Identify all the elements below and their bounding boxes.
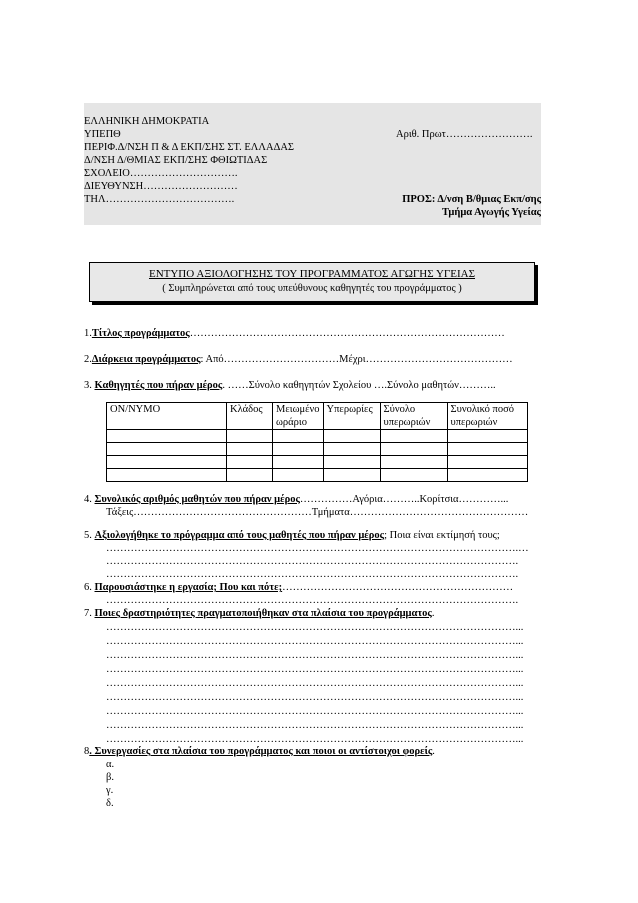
- table-cell[interactable]: [107, 443, 227, 456]
- question-6: [84, 581, 513, 594]
- form-subtitle: ( Συμπληρώνεται από τους υπεύθυνους καθηγητές του προγράμματος ): [162, 283, 462, 294]
- protocol-number: Αριθ. Πρωτ…………………….: [396, 129, 533, 140]
- q7-answer-line[interactable]: ………………………………………………………………………………………………………...: [106, 706, 524, 717]
- question-3: [84, 379, 496, 392]
- table-row: [107, 456, 528, 469]
- table-cell[interactable]: [447, 456, 527, 469]
- q7-answer-line[interactable]: ………………………………………………………………………………………………………...: [106, 650, 524, 661]
- header-block: [84, 103, 541, 225]
- table-cell[interactable]: [323, 469, 380, 482]
- table-cell[interactable]: [107, 430, 227, 443]
- teachers-table: [106, 402, 528, 482]
- header-line-directorate: Δ/ΝΣΗ Δ/ΘΜΙΑΣ ΕΚΠ/ΣΗΣ ΦΘΙΩΤΙΔΑΣ: [84, 155, 268, 166]
- col-header-name: ΟΝ/ΝΥΜΟ: [107, 403, 227, 430]
- table-cell[interactable]: [447, 443, 527, 456]
- q7-rest: .: [431, 608, 435, 619]
- table-cell[interactable]: [380, 443, 447, 456]
- q3-number: 3.: [84, 380, 95, 391]
- table-cell[interactable]: [273, 469, 324, 482]
- table-cell[interactable]: [227, 443, 273, 456]
- q6-number: 6.: [84, 582, 95, 593]
- table-cell[interactable]: [380, 430, 447, 443]
- q3-label: Καθηγητές που πήραν μέρος: [94, 380, 223, 391]
- table-cell[interactable]: [380, 469, 447, 482]
- q7-answer-line[interactable]: ………………………………………………………………………………………………………...: [106, 720, 524, 731]
- q7-answer-line[interactable]: ………………………………………………………………………………………………………...: [106, 664, 524, 675]
- q8-item-a[interactable]: α.: [106, 759, 115, 770]
- table-cell[interactable]: [107, 456, 227, 469]
- q6-label: Παρουσιάστηκε η εργασία; Που και πότε;: [94, 582, 283, 593]
- q5-answer-line[interactable]: ……………………………………………………………………………………………………….: [106, 556, 519, 567]
- q8-item-b[interactable]: β.: [106, 772, 114, 783]
- q5-label: Αξιολογήθηκε το πρόγραμμα από τους μαθητές που πήραν μέρος: [94, 530, 385, 541]
- q2-label: Διάρκεια προγράμματος: [91, 354, 201, 365]
- q7-label: Ποιες δραστηριότητες πραγματοποιήθηκαν στα πλαίσια του προγράμματος: [94, 608, 432, 619]
- q4-classes-line[interactable]: Τάξεις……………………………………………Τμήματα……………………………………………: [106, 507, 529, 518]
- recipient-line-1: ΠΡΟΣ: Δ/νση Β/θμιας Εκπ/σης: [402, 194, 541, 205]
- col-header-reduced-hours: Μειωμένο ωράριο: [273, 403, 324, 430]
- recipient-line-2: Τμήμα Αγωγής Υγείας: [441, 207, 541, 218]
- table-cell[interactable]: [323, 430, 380, 443]
- header-line-school: ΣΧΟΛΕΙΟ………………………….: [84, 168, 238, 179]
- q2-fill[interactable]: : Από……………………………Μέχρι……………………………………: [200, 354, 513, 365]
- q1-fill[interactable]: ………………………………………………………………………………: [189, 328, 505, 339]
- table-cell[interactable]: [380, 456, 447, 469]
- col-header-overtime: Υπερωρίες: [323, 403, 380, 430]
- q8-label: . Συνεργασίες στα πλαίσια του προγράμματος και ποιοι οι αντίστοιχοι φορείς: [89, 746, 433, 757]
- table-cell[interactable]: [273, 443, 324, 456]
- q8-rest: .: [432, 746, 435, 757]
- table-cell[interactable]: [273, 430, 324, 443]
- q7-answer-line[interactable]: ………………………………………………………………………………………………………...: [106, 692, 524, 703]
- question-7: [84, 607, 434, 620]
- q2-number: 2.: [84, 354, 92, 365]
- q7-answer-line[interactable]: ………………………………………………………………………………………………………...: [106, 622, 524, 633]
- table-row: [107, 430, 528, 443]
- table-cell[interactable]: [227, 469, 273, 482]
- header-line-ministry: ΥΠΕΠΘ: [84, 129, 121, 140]
- q4-fill[interactable]: ……………Αγόρια………..Κορίτσια…………...: [299, 494, 509, 505]
- table-cell[interactable]: [227, 430, 273, 443]
- header-line-region: ΠΕΡΙΦ.Δ/ΝΣΗ Π & Δ ΕΚΠ/ΣΗΣ ΣΤ. ΕΛΛΑΔΑΣ: [84, 142, 295, 153]
- table-row: [107, 443, 528, 456]
- table-cell[interactable]: [273, 456, 324, 469]
- table-cell[interactable]: [447, 469, 527, 482]
- q5-number: 5.: [84, 530, 95, 541]
- q8-number: 8: [84, 746, 90, 757]
- header-line-phone: ΤΗΛ……………………………….: [84, 194, 235, 205]
- q7-number: 7.: [84, 608, 95, 619]
- q3-fill[interactable]: . ……Σύνολο καθηγητών Σχολείου ….Σύνολο μαθητών………..: [222, 380, 496, 391]
- q4-number: 4.: [84, 494, 95, 505]
- q7-answer-line[interactable]: ………………………………………………………………………………………………………...: [106, 678, 524, 689]
- q1-number: 1.: [84, 328, 92, 339]
- q5-answer-line[interactable]: ……………………………………………………………………………………………………….…: [106, 543, 529, 554]
- header-line-republic: ΕΛΛΗΝΙΚΗ ΔΗΜΟΚΡΑΤΙΑ: [84, 116, 210, 127]
- table-cell[interactable]: [227, 456, 273, 469]
- col-header-total-amount: Συνολικό ποσό υπερωριών: [447, 403, 527, 430]
- q1-label: Τίτλος προγράμματος: [91, 328, 190, 339]
- col-header-total-overtime: Σύνολο υπερωριών: [380, 403, 447, 430]
- form-title: ΕΝΤΥΠΟ ΑΞΙΟΛΟΓΗΣΗΣ ΤΟΥ ΠΡΟΓΡΑΜΜΑΤΟΣ ΑΓΩΓΗΣ ΥΓΕΙΑΣ: [148, 268, 476, 280]
- question-4: [84, 493, 508, 506]
- q6-fill[interactable]: …………………………………………………………: [282, 582, 514, 593]
- header-line-address: ΔΙΕΥΘΥΝΣΗ………………………: [84, 181, 238, 192]
- question-8: [84, 745, 435, 758]
- col-header-specialty: Κλάδος: [227, 403, 273, 430]
- table-row: [107, 469, 528, 482]
- q8-item-c[interactable]: γ.: [106, 785, 114, 796]
- q5-answer-line[interactable]: ……………………………………………………………………………………………………….: [106, 569, 519, 580]
- question-5: [84, 529, 500, 542]
- q8-item-d[interactable]: δ.: [106, 798, 114, 809]
- question-1: [84, 327, 505, 340]
- q5-rest: ; Ποια είναι εκτίμησή τους;: [384, 530, 500, 541]
- table-cell[interactable]: [323, 456, 380, 469]
- table-header-row: [107, 403, 528, 430]
- q6-answer-line[interactable]: ……………………………………………………………………………………………………….: [106, 595, 519, 606]
- table-cell[interactable]: [323, 443, 380, 456]
- q4-label: Συνολικός αριθμός μαθητών που πήραν μέρος: [94, 494, 300, 505]
- q7-answer-line[interactable]: ………………………………………………………………………………………………………...: [106, 734, 524, 745]
- table-cell[interactable]: [447, 430, 527, 443]
- table-cell[interactable]: [107, 469, 227, 482]
- q7-answer-line[interactable]: ………………………………………………………………………………………………………...: [106, 636, 524, 647]
- form-title-box: [89, 262, 535, 302]
- question-2: [84, 353, 513, 366]
